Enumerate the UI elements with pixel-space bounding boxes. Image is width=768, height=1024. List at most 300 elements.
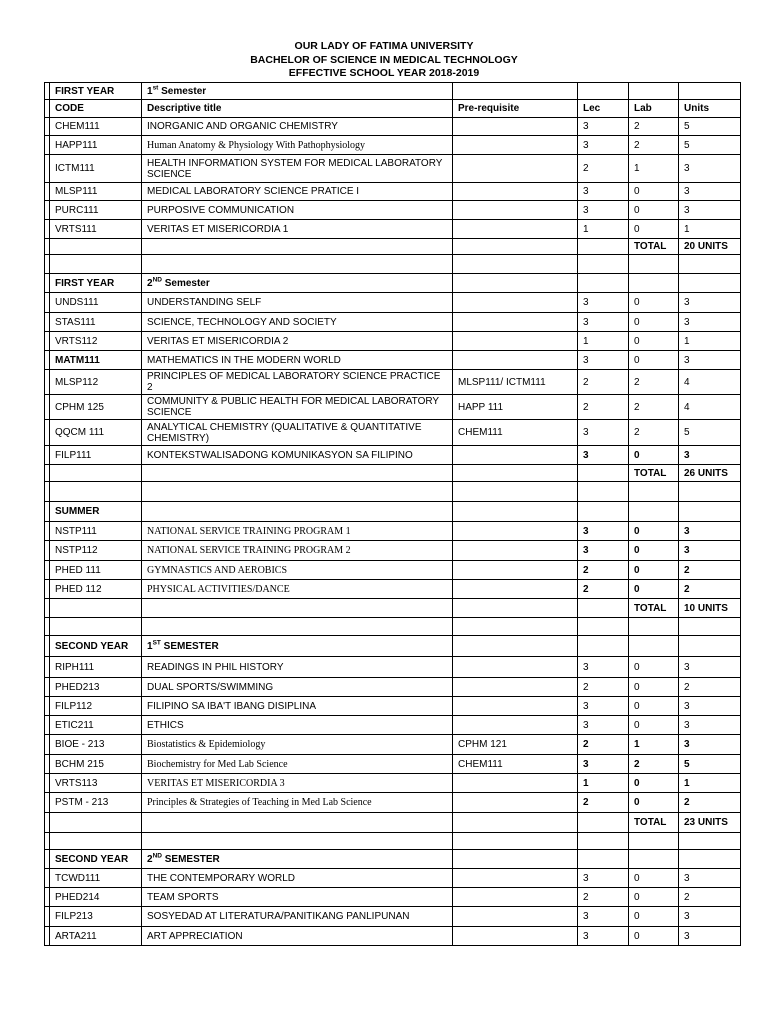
empty-cell [453,274,578,293]
course-row [45,370,741,395]
course-code: CHEM111 [50,118,142,136]
empty-cell [578,599,629,618]
course-lec: 3 [578,183,629,201]
course-row [45,395,741,420]
course-lab: 0 [629,332,679,351]
course-title: NATIONAL SERVICE TRAINING PROGRAM 1 [142,522,453,541]
course-prereq [453,136,578,155]
course-lab: 0 [629,774,679,793]
course-code: PHED 112 [50,580,142,599]
course-title: SOSYEDAD AT LITERATURA/PANITIKANG PANLIPUNAN [142,907,453,927]
course-title: PRINCIPLES OF MEDICAL LABORATORY SCIENCE PRACTICE 2 [142,370,453,395]
course-code: CPHM 125 [50,395,142,420]
total-units: 23 UNITS [679,813,741,833]
empty-cell [629,482,679,502]
empty-cell [629,83,679,100]
course-lab: 0 [629,927,679,946]
course-code: NSTP111 [50,522,142,541]
course-lab: 2 [629,755,679,774]
course-row [45,313,741,332]
course-lec: 3 [578,927,629,946]
course-prereq [453,183,578,201]
course-units: 3 [679,155,741,183]
empty-cell [629,618,679,636]
year-label: SECOND YEAR [50,850,142,869]
semester-word: SEMESTER [164,853,220,865]
course-code: MATM111 [50,351,142,370]
semester-number: 2 [147,277,153,289]
course-prereq: HAPP 111 [453,395,578,420]
year-label: FIRST YEAR [50,83,142,100]
course-lec: 3 [578,293,629,313]
course-units: 4 [679,395,741,420]
course-lab: 0 [629,697,679,716]
course-units: 5 [679,755,741,774]
empty-cell [50,239,142,255]
course-units: 3 [679,907,741,927]
empty-cell [453,813,578,833]
course-lec: 2 [578,561,629,580]
empty-cell [679,850,741,869]
year-label: SUMMER [50,502,142,522]
course-code: QQCM 111 [50,420,142,446]
course-row [45,183,741,201]
course-lec: 1 [578,220,629,239]
course-lab: 0 [629,716,679,735]
empty-cell [629,255,679,274]
total-units: 26 UNITS [679,465,741,482]
course-lec: 3 [578,755,629,774]
blank-row [45,255,741,274]
course-units: 2 [679,678,741,697]
effective-year: EFFECTIVE SCHOOL YEAR 2018-2019 [288,67,480,79]
total-row [45,813,741,833]
section-header-row [45,502,741,522]
course-lec: 3 [578,716,629,735]
course-units: 5 [679,118,741,136]
total-label: TOTAL [629,813,679,833]
course-lab: 2 [629,395,679,420]
course-row [45,927,741,946]
course-lec: 2 [578,395,629,420]
program-name: BACHELOR OF SCIENCE IN MEDICAL TECHNOLOGY [250,53,518,66]
course-units: 1 [679,774,741,793]
empty-cell [50,465,142,482]
empty-cell [453,239,578,255]
course-units: 3 [679,446,741,465]
course-title: PHYSICAL ACTIVITIES/DANCE [142,580,453,599]
course-lab: 2 [629,370,679,395]
semester-label [142,636,453,657]
course-lec: 3 [578,446,629,465]
course-units: 3 [679,697,741,716]
empty-cell [142,833,453,850]
course-prereq [453,716,578,735]
course-prereq [453,774,578,793]
course-prereq [453,561,578,580]
empty-cell [679,274,741,293]
empty-cell [578,833,629,850]
course-code: BCHM 215 [50,755,142,774]
empty-cell [578,636,629,657]
course-row [45,446,741,465]
course-prereq [453,118,578,136]
empty-cell [50,618,142,636]
course-lec: 3 [578,907,629,927]
course-title: TEAM SPORTS [142,888,453,907]
semester-number: 2 [147,853,153,865]
course-code: PHED 111 [50,561,142,580]
course-title: MEDICAL LABORATORY SCIENCE PRATICE I [142,183,453,201]
empty-cell [578,465,629,482]
course-units: 2 [679,580,741,599]
blank-row [45,618,741,636]
empty-cell [578,502,629,522]
year-label: FIRST YEAR [50,274,142,293]
total-row [45,465,741,482]
course-title: VERITAS ET MISERICORDIA 3 [142,774,453,793]
course-units: 2 [679,561,741,580]
course-title: VERITAS ET MISERICORDIA 2 [142,332,453,351]
course-lab: 0 [629,446,679,465]
course-row [45,293,741,313]
semester-label [142,502,453,522]
total-label: TOTAL [629,239,679,255]
section-header-row [45,636,741,657]
empty-cell [142,465,453,482]
course-title: HEALTH INFORMATION SYSTEM FOR MEDICAL LABORATORY SCIENCE [142,155,453,183]
course-lab: 0 [629,678,679,697]
course-lec: 3 [578,869,629,888]
empty-cell [453,482,578,502]
course-lec: 2 [578,370,629,395]
course-row [45,716,741,735]
empty-cell [142,599,453,618]
course-row [45,869,741,888]
course-lab: 0 [629,522,679,541]
course-title: Biostatistics & Epidemiology [142,735,453,755]
empty-cell [50,599,142,618]
col-header-lab: Lab [629,100,679,118]
empty-cell [578,239,629,255]
course-prereq: CHEM111 [453,755,578,774]
course-lab: 2 [629,118,679,136]
course-title: ANALYTICAL CHEMISTRY (QUALITATIVE & QUANTITATIVE CHEMISTRY) [142,420,453,446]
course-title: Human Anatomy & Physiology With Pathophysiology [142,136,453,155]
course-prereq [453,155,578,183]
course-title: GYMNASTICS AND AEROBICS [142,561,453,580]
course-prereq [453,541,578,561]
curriculum-table [44,82,741,946]
course-lab: 0 [629,313,679,332]
course-code: PURC111 [50,201,142,220]
course-lec: 1 [578,774,629,793]
course-title: NATIONAL SERVICE TRAINING PROGRAM 2 [142,541,453,561]
course-prereq [453,522,578,541]
course-units: 3 [679,293,741,313]
course-lab: 2 [629,136,679,155]
empty-cell [142,618,453,636]
empty-cell [453,83,578,100]
course-code: PHED213 [50,678,142,697]
course-lec: 3 [578,201,629,220]
total-row [45,599,741,618]
course-units: 3 [679,927,741,946]
empty-cell [142,482,453,502]
col-header-code: CODE [50,100,142,118]
course-row [45,522,741,541]
course-lec: 2 [578,580,629,599]
course-code: PHED214 [50,888,142,907]
course-prereq: MLSP111/ ICTM111 [453,370,578,395]
section-header-row [45,850,741,869]
course-units: 3 [679,541,741,561]
course-code: UNDS111 [50,293,142,313]
course-code: FILP111 [50,446,142,465]
course-row [45,136,741,155]
course-code: ICTM111 [50,155,142,183]
document-header [0,40,768,81]
course-lec: 2 [578,678,629,697]
semester-number: 1 [147,640,153,652]
course-row [45,332,741,351]
course-lab: 0 [629,293,679,313]
course-lec: 1 [578,332,629,351]
course-lab: 0 [629,869,679,888]
empty-cell [679,636,741,657]
course-lab: 0 [629,351,679,370]
empty-cell [679,618,741,636]
course-lec: 2 [578,793,629,813]
course-units: 1 [679,220,741,239]
semester-word: SEMESTER [163,640,219,652]
semester-word: Semester [164,277,210,289]
empty-cell [578,83,629,100]
course-lab: 0 [629,888,679,907]
course-prereq [453,793,578,813]
course-lec: 2 [578,888,629,907]
empty-cell [453,599,578,618]
empty-cell [578,255,629,274]
semester-ordinal: st [152,84,159,92]
blank-row [45,482,741,502]
course-units: 4 [679,370,741,395]
course-units: 3 [679,351,741,370]
empty-cell [578,274,629,293]
course-lab: 0 [629,183,679,201]
course-lec: 3 [578,541,629,561]
course-prereq [453,220,578,239]
course-code: MLSP112 [50,370,142,395]
course-code: HAPP111 [50,136,142,155]
course-code: ARTA211 [50,927,142,946]
course-prereq [453,351,578,370]
course-title: COMMUNITY & PUBLIC HEALTH FOR MEDICAL LABORATORY SCIENCE [142,395,453,420]
course-code: NSTP112 [50,541,142,561]
course-units: 3 [679,522,741,541]
course-row [45,657,741,678]
course-lab: 0 [629,541,679,561]
course-row [45,580,741,599]
course-prereq [453,332,578,351]
course-units: 2 [679,888,741,907]
course-title: THE CONTEMPORARY WORLD [142,869,453,888]
course-lab: 1 [629,735,679,755]
empty-cell [578,618,629,636]
course-title: VERITAS ET MISERICORDIA 1 [142,220,453,239]
course-title: DUAL SPORTS/SWIMMING [142,678,453,697]
course-title: READINGS IN PHIL HISTORY [142,657,453,678]
empty-cell [578,813,629,833]
total-label: TOTAL [629,599,679,618]
blank-row [45,833,741,850]
course-code: VRTS112 [50,332,142,351]
empty-cell [629,833,679,850]
empty-cell [679,833,741,850]
course-title: FILIPINO SA IBA'T IBANG DISIPLINA [142,697,453,716]
total-row [45,239,741,255]
course-lab: 0 [629,220,679,239]
total-units: 20 UNITS [679,239,741,255]
course-prereq: CHEM111 [453,420,578,446]
course-title: KONTEKSTWALISADONG KOMUNIKASYON SA FILIPINO [142,446,453,465]
course-units: 5 [679,420,741,446]
course-lab: 0 [629,657,679,678]
col-header-title: Descriptive title [142,100,453,118]
total-units: 10 UNITS [679,599,741,618]
empty-cell [142,255,453,274]
course-units: 3 [679,657,741,678]
course-units: 3 [679,201,741,220]
course-prereq [453,446,578,465]
empty-cell [453,618,578,636]
course-units: 3 [679,183,741,201]
course-lab: 2 [629,420,679,446]
course-lec: 2 [578,155,629,183]
course-row [45,755,741,774]
course-prereq: CPHM 121 [453,735,578,755]
course-code: FILP213 [50,907,142,927]
empty-cell [629,636,679,657]
col-header-lec: Lec [578,100,629,118]
course-code: VRTS111 [50,220,142,239]
course-row [45,907,741,927]
course-row [45,888,741,907]
total-label: TOTAL [629,465,679,482]
course-row [45,735,741,755]
course-units: 3 [679,313,741,332]
empty-cell [629,274,679,293]
semester-number: 1 [147,85,153,97]
year-label: SECOND YEAR [50,636,142,657]
course-prereq [453,313,578,332]
empty-cell [679,83,741,100]
course-prereq [453,293,578,313]
course-row [45,697,741,716]
course-lab: 0 [629,561,679,580]
course-lab: 0 [629,201,679,220]
course-row [45,793,741,813]
course-lec: 3 [578,313,629,332]
course-code: TCWD111 [50,869,142,888]
empty-cell [629,502,679,522]
course-row [45,201,741,220]
semester-label [142,83,453,100]
course-row [45,774,741,793]
empty-cell [453,255,578,274]
course-prereq [453,657,578,678]
university-name: OUR LADY OF FATIMA UNIVERSITY [294,40,474,52]
empty-cell [142,239,453,255]
course-units: 2 [679,793,741,813]
course-row [45,420,741,446]
course-units: 3 [679,716,741,735]
col-header-units: Units [679,100,741,118]
course-title: MATHEMATICS IN THE MODERN WORLD [142,351,453,370]
course-prereq [453,697,578,716]
course-lab: 1 [629,155,679,183]
course-lec: 3 [578,351,629,370]
course-lec: 3 [578,697,629,716]
course-title: ART APPRECIATION [142,927,453,946]
section-header-row [45,274,741,293]
course-row [45,118,741,136]
empty-cell [679,255,741,274]
course-units: 3 [679,869,741,888]
course-row [45,678,741,697]
section-header-row [45,83,741,100]
course-prereq [453,888,578,907]
course-row [45,155,741,183]
empty-cell [578,850,629,869]
course-units: 1 [679,332,741,351]
empty-cell [50,482,142,502]
course-lab: 0 [629,907,679,927]
course-prereq [453,678,578,697]
course-title: ETHICS [142,716,453,735]
semester-label [142,274,453,293]
course-code: VRTS113 [50,774,142,793]
course-units: 3 [679,735,741,755]
course-prereq [453,201,578,220]
course-code: STAS111 [50,313,142,332]
course-code: FILP112 [50,697,142,716]
course-title: INORGANIC AND ORGANIC CHEMISTRY [142,118,453,136]
course-prereq [453,907,578,927]
course-row [45,541,741,561]
semester-ordinal: ND [152,276,162,284]
course-title: Principles & Strategies of Teaching in Med Lab Science [142,793,453,813]
course-title: Biochemistry for Med Lab Science [142,755,453,774]
course-lab: 0 [629,793,679,813]
course-prereq [453,869,578,888]
course-row [45,561,741,580]
empty-cell [142,813,453,833]
semester-label [142,850,453,869]
empty-cell [50,255,142,274]
empty-cell [679,482,741,502]
course-lec: 3 [578,420,629,446]
course-code: BIOE - 213 [50,735,142,755]
empty-cell [453,833,578,850]
course-code: RIPH111 [50,657,142,678]
course-code: PSTM - 213 [50,793,142,813]
empty-cell [679,502,741,522]
course-lec: 3 [578,657,629,678]
course-code: MLSP111 [50,183,142,201]
course-title: SCIENCE, TECHNOLOGY AND SOCIETY [142,313,453,332]
semester-word: Semester [161,85,207,97]
